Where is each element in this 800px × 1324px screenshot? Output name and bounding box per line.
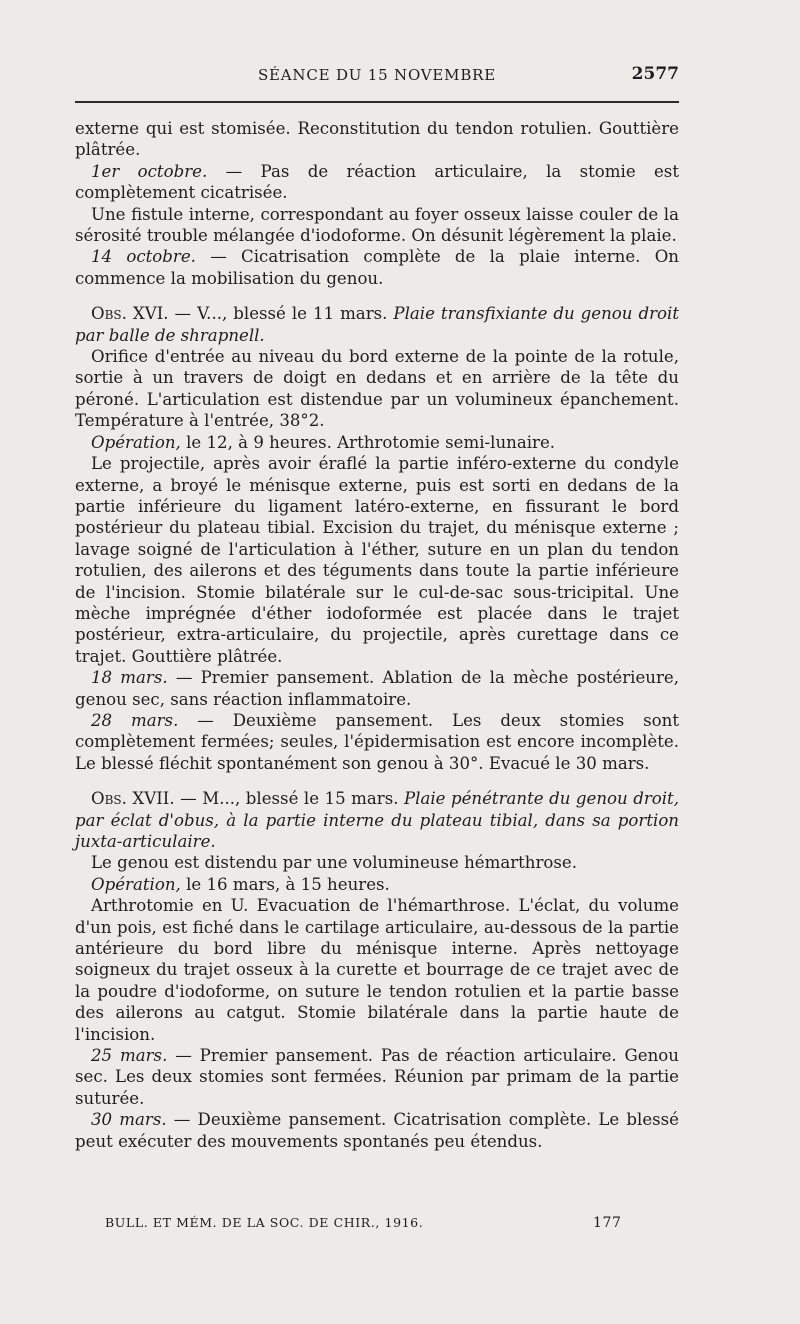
header-title: SÉANCE DU 15 NOVEMBRE xyxy=(257,66,497,84)
observation-diagnosis: Plaie transfixiante du genou droit par balle de shrapnell. xyxy=(75,304,679,345)
paragraph-continuation xyxy=(75,118,679,161)
paragraph-dated-entry xyxy=(75,432,679,453)
paragraph-dated-entry xyxy=(75,1109,679,1152)
paragraph-text: le 16 mars, à 15 heures. xyxy=(180,874,390,894)
page-footer xyxy=(105,1215,622,1231)
paragraph-text: — Deuxième pansement. Les deux stomies sont complètement fermées; seules, l'épidermisation est encore incomplète. Le blessé fléchit spontanément son genou à 30°. Evacué le 30 mars. xyxy=(75,710,679,773)
paragraph-dated-entry xyxy=(75,161,679,204)
paragraph-text: — Premier pansement. Pas de réaction articulaire. Genou sec. Les deux stomies sont fermées. Réunion par primam de la partie suturée. xyxy=(75,1046,679,1108)
observation-heading xyxy=(75,788,679,852)
paragraph-text: — Deuxième pansement. Cicatrisation complète. Le blessé peut exécuter des mouvements spontanés peu étendus. xyxy=(75,1110,679,1151)
paragraph-text: Une fistule interne, correspondant au foyer osseux laisse couler de la sérosité trouble mélangée d'iodoforme. On désunit légèrement la plaie. xyxy=(75,204,679,246)
date-lead: 1er octobre. xyxy=(91,161,208,181)
header-rule xyxy=(75,101,679,103)
observation-diagnosis: Plaie pénétrante du genou droit, par éclat d'obus, à la partie interne du plateau tibial, dans sa portion juxta-articulaire. xyxy=(75,789,680,851)
paragraph-text: Arthrotomie en U. Evacuation de l'hémarthrose. L'éclat, du volume d'un pois, est fiché dans le cartilage articulaire, au-dessous de la partie antérieure du bord libre du ménisque interne. Après nettoyage soigneux du trajet osseux à la curette et bourrage de ce trajet avec de la poudre d'iodoforme, on suture le tendon rotulien et la partie basse des ailerons au catgut. Stomie bilatérale dans la partie haute de l'incision. xyxy=(75,896,679,1044)
observation-heading xyxy=(75,303,679,346)
paragraph-dated-entry xyxy=(75,710,679,774)
date-lead: Opération, xyxy=(91,874,181,894)
observation-label: Obs. XVII. xyxy=(91,789,175,809)
paragraph-text: Orifice d'entrée au niveau du bord externe de la pointe de la rotule, sortie à un travers de doigt en dedans et en arrière de la tête du péroné. L'articulation est distendue par un volumineux épanchement. Température à l'entrée, 38°2. xyxy=(75,347,679,431)
paragraph-dated-entry xyxy=(75,874,679,895)
journal-citation: BULL. ET MÉM. DE LA SOC. DE CHIR., 1916. xyxy=(105,1215,424,1230)
paragraph xyxy=(75,453,679,667)
paragraph-text: Le projectile, après avoir éraflé la partie inféro-externe du condyle externe, a broyé le ménisque externe, puis est sorti en dedans de la partie inférieure du ligament latéro-externe, en fissurant le bord postérieur du plateau tibial. Excision du trajet, du ménisque externe ; lavage soigné de l'articulation à l'éther, suture en un plan du tendon rotulien, des ailerons et des téguments dans toute la partie inférieure de l'incision. Stomie bilatérale sur le cul-de-sac sous-tricipital. Une mèche imprégnée d'éther iodoformée est placée dans le trajet postérieur, extra-articulaire, du projectile, après curettage dans ce trajet. Gouttière plâtrée. xyxy=(75,454,679,666)
paragraph-text: le 12, à 9 heures. Arthrotomie semi-lunaire. xyxy=(180,432,556,452)
paragraph xyxy=(75,852,679,873)
paragraph xyxy=(75,895,679,1045)
running-header xyxy=(75,60,679,96)
paragraph-text: — Pas de réaction articulaire, la stomie est complètement cicatrisée. xyxy=(75,161,679,203)
observation-label: Obs. XVI. xyxy=(91,304,169,324)
paragraph xyxy=(75,204,679,247)
paragraph-dated-entry xyxy=(75,1045,679,1109)
paragraph-dated-entry xyxy=(75,246,679,289)
date-lead: 18 mars. xyxy=(91,668,168,688)
paragraph-text: — Cicatrisation complète de la plaie interne. On commence la mobilisation du genou. xyxy=(75,247,679,288)
date-lead: Opération, xyxy=(91,432,181,452)
paragraph-text: — V..., blessé le 11 mars. xyxy=(168,304,394,324)
paragraph-text: Le genou est distendu par une volumineuse hémarthrose. xyxy=(91,853,578,873)
signature-number: 177 xyxy=(593,1215,622,1231)
page-number: 2577 xyxy=(631,64,679,84)
paragraph-text: — Premier pansement. Ablation de la mèche postérieure, genou sec, sans réaction inflammatoire. xyxy=(75,668,679,709)
paragraph-dated-entry xyxy=(75,667,679,710)
body-text xyxy=(75,118,679,1152)
date-lead: 28 mars. xyxy=(91,710,179,730)
paragraph-text: externe qui est stomisée. Reconstitution du tendon rotulien. Gouttière plâtrée. xyxy=(75,119,679,160)
date-lead: 25 mars. xyxy=(91,1046,168,1066)
date-lead: 30 mars. xyxy=(91,1110,167,1130)
paragraph xyxy=(75,346,679,432)
paragraph-text: — M..., blessé le 15 mars. xyxy=(174,789,404,809)
date-lead: 14 octobre. xyxy=(91,247,196,267)
